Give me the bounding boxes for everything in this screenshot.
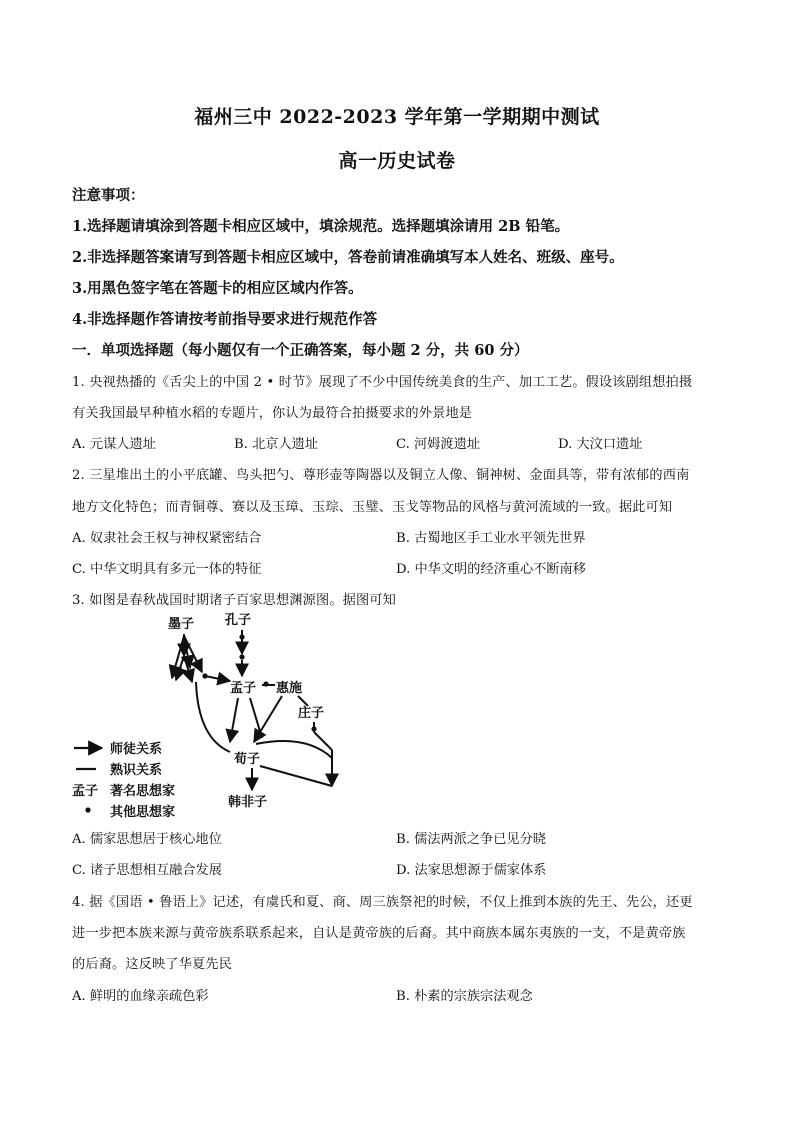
node-mengzi: 孟子: [230, 681, 257, 696]
node-huishi: 惠施: [276, 681, 303, 696]
question-4-option-b: B. 朴素的宗族宗法观念: [396, 989, 533, 1004]
edge: [254, 696, 282, 742]
legend-acquaintance: 熟识关系: [110, 763, 163, 778]
question-3-option-c: C. 诸子思想相互融合发展: [72, 863, 222, 878]
question-4-option-a: A. 鲜明的血缘亲疏色彩: [72, 989, 209, 1004]
question-3-option-d: D. 法家思想源于儒家体系: [396, 863, 547, 878]
question-4-line: 的后裔。这反映了华夏先民: [72, 957, 233, 972]
notice-heading: 注意事项：: [72, 187, 145, 204]
question-2-line: 地方文化特色；而青铜尊、赛以及玉璋、玉琮、玉璧、玉戈等物品的风格与黄河流域的一致。据此可知: [72, 500, 673, 515]
question-2-option-c: C. 中华文明具有多元一体的特征: [72, 562, 262, 577]
question-1-option-a: A. 元谋人遗址: [72, 437, 156, 452]
diagram-legend: [72, 738, 222, 828]
question-3-line: 3. 如图是春秋战国时期诸子百家思想渊源图。据图可知: [72, 593, 396, 608]
question-2-option-d: D. 中华文明的经济重心不断南移: [396, 562, 586, 577]
notice-item: 2.非选择题答案请写到答题卡相应区域中，答卷前请准确填写本人姓名、班级、座号。: [72, 249, 624, 266]
legend-master-disciple: 师徒关系: [110, 742, 163, 757]
question-1-option-d: D. 大汶口遗址: [558, 437, 643, 452]
notice-item: 1.选择题请填涂到答题卡相应区域中，填涂规范。选择题填涂请用 2B 铅笔。: [72, 218, 570, 235]
question-2-option-a: A. 奴隶社会王权与神权紧密结合: [72, 531, 262, 546]
node-zhuangzi: 庄子: [298, 706, 325, 721]
exam-subtitle: 高一历史试卷: [338, 150, 456, 172]
node-mozi: 墨子: [168, 617, 195, 632]
edge: [205, 676, 230, 681]
section-heading: 一．单项选择题（每小题仅有一个正确答案，每小题 2 分，共 60 分）: [72, 342, 529, 359]
question-4-line: 4. 据《国语 • 鲁语上》记述，有虞氏和夏、商、周三族祭祀的时候，不仅上推到本族的先王、先公，还更: [72, 895, 693, 910]
notice-item: 3.用黑色签字笔在答题卡的相应区域内作答。: [72, 280, 363, 297]
exam-title: 福州三中 2022-2023 学年第一学期期中测试: [194, 106, 600, 128]
legend-other-text: 其他思想家: [110, 805, 176, 820]
question-1-line: 有关我国最早种植水稻的专题片，你认为最符合拍摄要求的外景地是: [72, 406, 473, 421]
question-3-option-a: A. 儒家思想居于核心地位: [72, 832, 222, 847]
edge: [260, 766, 332, 786]
node-kongzi: 孔子: [225, 613, 252, 628]
question-2-line: 2. 三星堆出土的小平底罐、鸟头把勺、尊形壶等陶器以及铜立人像、铜神树、金面具等，带有浓郁的西南: [72, 468, 690, 483]
other-thinker-dot: [239, 654, 244, 659]
question-1-line: 1. 央视热播的《舌尖上的中国 2 • 时节》展现了不少中国传统美食的生产、加工工艺。假设该剧组想拍摄: [72, 375, 693, 390]
question-1-option-c: C. 河姆渡遗址: [396, 437, 480, 452]
edge: [298, 696, 308, 706]
edge: [256, 741, 332, 758]
edge: [230, 698, 238, 742]
question-1-option-b: B. 北京人遗址: [234, 437, 319, 452]
legend-famous-label: 孟子: [72, 784, 99, 799]
legend-dot-icon: [85, 807, 90, 812]
question-3-option-b: B. 儒法两派之争已见分晓: [396, 832, 546, 847]
node-hanfeizi: 韩非子: [228, 795, 268, 810]
question-2-option-b: B. 古蜀地区手工业水平领先世界: [396, 531, 586, 546]
notice-item: 4.非选择题作答请按考前指导要求进行规范作答: [72, 311, 378, 328]
legend-famous-text: 著名思想家: [110, 784, 176, 799]
node-xunzi: 荀子: [234, 752, 261, 767]
question-4-line: 进一步把本族来源与黄帝族系联系起来，自认是黄帝族的后裔。其中商族本属东夷族的一支，不是黄帝族: [72, 926, 686, 941]
